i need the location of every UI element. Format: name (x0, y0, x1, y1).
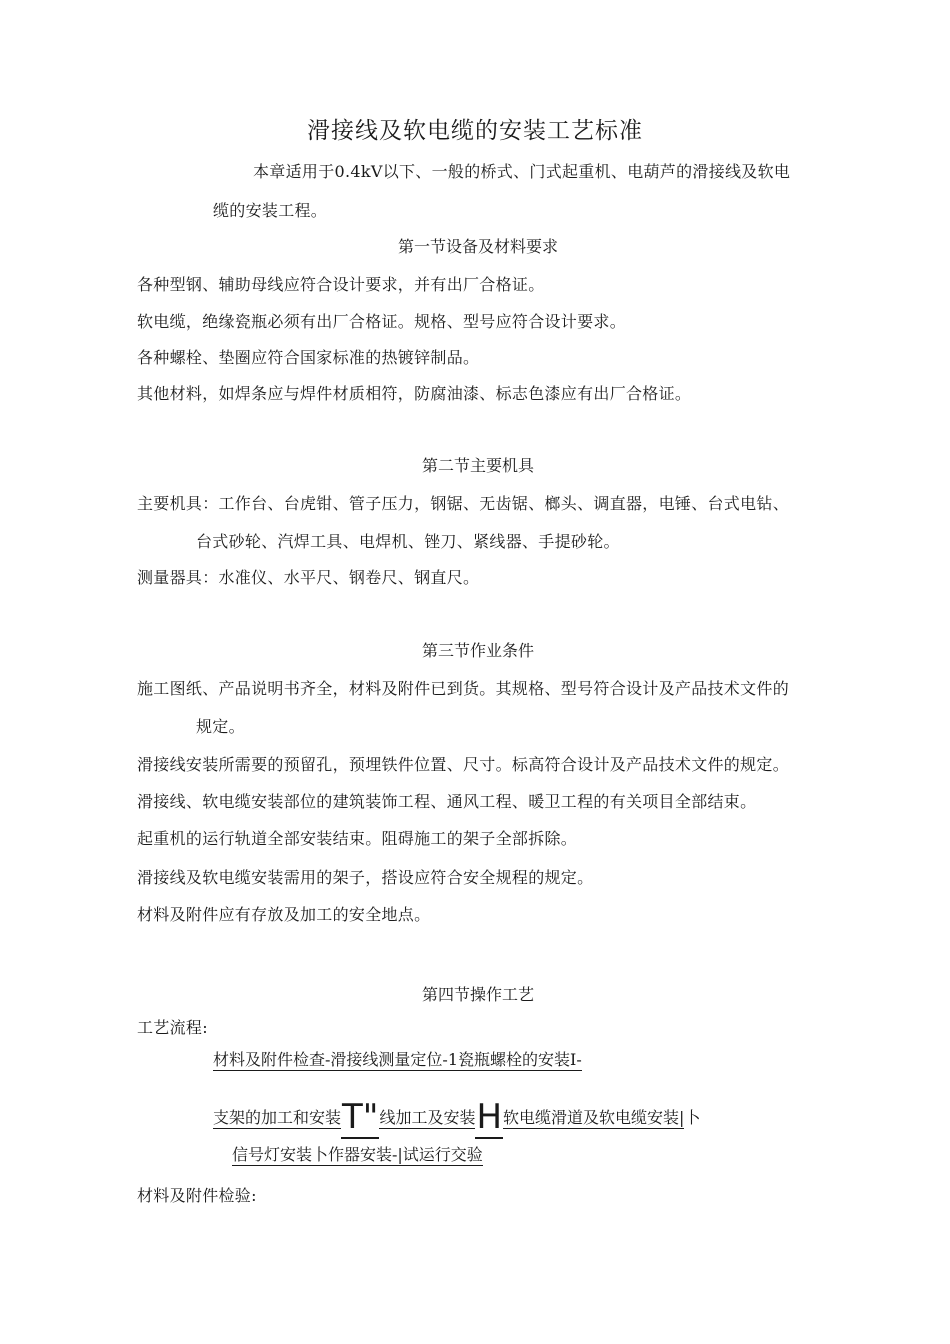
flow-step-cable: 软电缆滑道及软电缆安装| (503, 1108, 685, 1127)
flow-row-3-text: 信号灯安装卜作器安装-|试运行交验 (232, 1145, 483, 1164)
section3-item-3: 滑接线、软电缆安装部位的建筑装饰工程、通风工程、暖卫工程的有关项目全部结束。 (137, 792, 757, 811)
section1-item-2: 软电缆，绝缘瓷瓶必须有出厂合格证。规格、型号应符合设计要求。 (137, 312, 627, 331)
section3-heading: 第三节作业条件 (421, 641, 534, 660)
section1-item-3: 各种螺栓、垫圈应符合国家标准的热镀锌制品。 (137, 348, 480, 367)
section3-item-2: 滑接线安装所需要的预留孔，预埋铁件位置、尺寸。标高符合设计及产品技术文件的规定。 (137, 755, 790, 774)
section2-heading: 第二节主要机具 (421, 456, 534, 475)
flow-row-2-tail: 卜 (684, 1108, 701, 1127)
section3-item-4: 起重机的运行轨道全部安装结束。阻碍施工的架子全部拆除。 (137, 829, 578, 848)
flow-step-bracket: 支架的加工和安装 (213, 1108, 342, 1127)
section3-item-6: 材料及附件应有存放及加工的安全地点。 (137, 905, 431, 924)
flow-row-1-text: 材料及附件检查-滑接线测量定位-1瓷瓶螺栓的安装I- (213, 1050, 582, 1069)
flow-step-line: 线加工及安装 (379, 1108, 476, 1127)
flow-label: 工艺流程: (137, 1018, 208, 1037)
document-title: 滑接线及软电缆的安装工艺标准 (307, 118, 643, 144)
flow-row-2 (213, 1097, 701, 1137)
section1-item-1: 各种型钢、辅助母线应符合设计要求，并有出厂合格证。 (137, 275, 545, 294)
section3-item-5: 滑接线及软电缆安装需用的架子，搭设应符合安全规程的规定。 (137, 868, 594, 887)
intro-line-1: 本章适用于0.4kV以下、一般的桥式、门式起重机、电葫芦的滑接线及软电 (253, 162, 791, 181)
section3-item-1-line-2: 规定。 (196, 717, 245, 736)
section2-measure: 测量器具：水准仪、水平尺、钢卷尺、钢直尺。 (137, 568, 480, 587)
flow-arrow-mark-1: T" (342, 1097, 379, 1137)
intro-line-2: 缆的安装工程。 (213, 201, 328, 220)
section3-item-1-line-1: 施工图纸、产品说明书齐全，材料及附件已到货。其规格、型号符合设计及产品技术文件的 (137, 679, 790, 698)
section2-tools-line-2: 台式砂轮、汽焊工具、电焊机、锉刀、紧线器、手提砂轮。 (196, 532, 620, 551)
section2-tools-line-1: 主要机具：工作台、台虎钳、管子压力，钢锯、无齿锯、榔头、调直器，电锤、台式电钻、 (137, 494, 790, 513)
section1-heading: 第一节设备及材料要求 (397, 237, 558, 256)
section1-item-4: 其他材料，如焊条应与焊件材质相符，防腐油漆、标志色漆应有出厂合格证。 (137, 384, 692, 403)
flow-row-3 (232, 1145, 483, 1165)
flow-arrow-mark-2: H (476, 1097, 503, 1137)
materials-check-label: 材料及附件检验: (137, 1186, 257, 1205)
section4-heading: 第四节操作工艺 (421, 985, 534, 1004)
flow-row-1 (213, 1050, 582, 1070)
